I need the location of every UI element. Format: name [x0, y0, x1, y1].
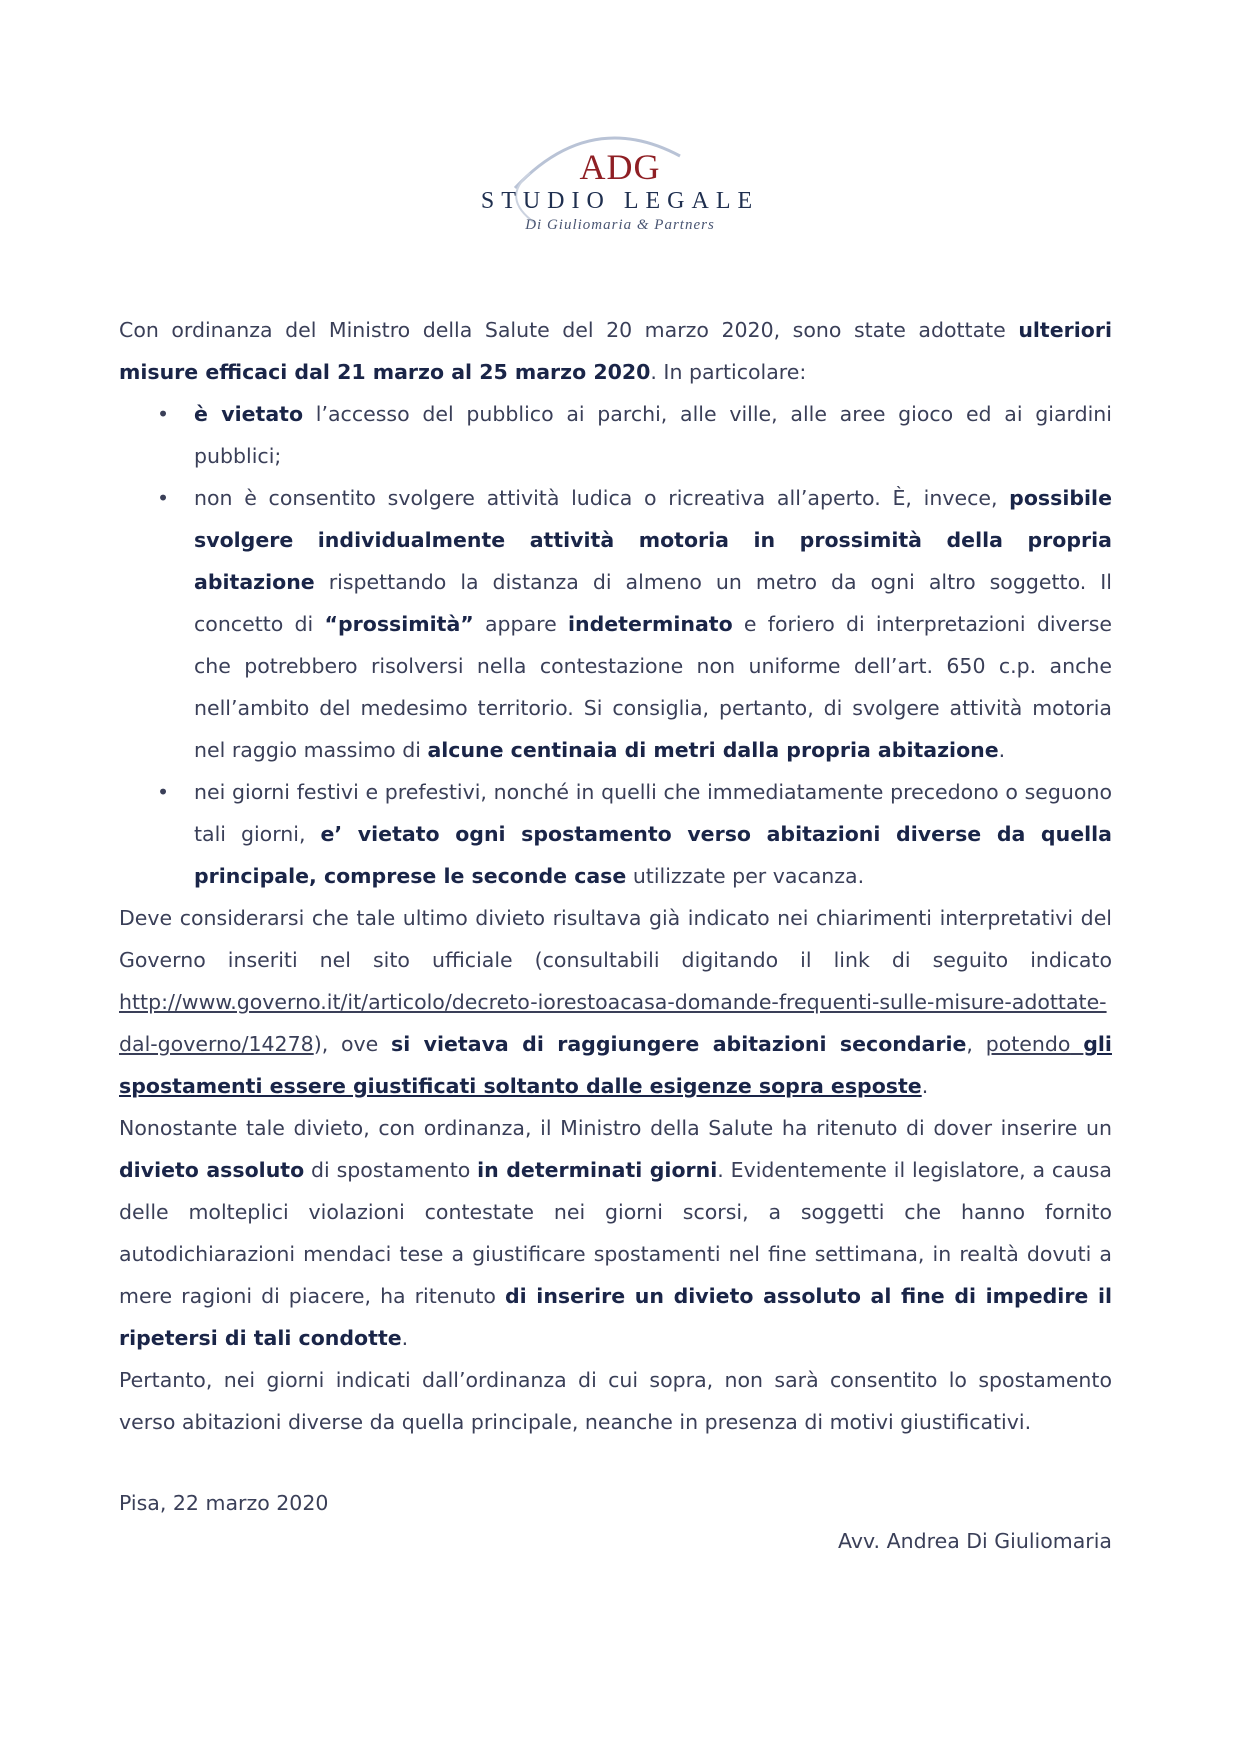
bullet-text: l’accesso del pubblico ai parchi, alle ville, alle aree gioco ed ai giardini pubblici; [194, 402, 1112, 468]
paragraph-text: Nonostante tale divieto, con ordinanza, il Ministro della Salute ha ritenuto di dover inserire un [119, 1116, 1112, 1140]
bullet-bold: “prossimità” [324, 612, 474, 636]
bullet-text: utilizzate per vacanza. [626, 864, 865, 888]
paragraph-bold: divieto assoluto [119, 1158, 305, 1182]
bullet-text: rispettando la distanza di almeno un metro da ogni altro soggetto. Il concetto di [194, 570, 1112, 636]
bullet-icon: • [157, 402, 170, 426]
bullet-bold: possibile svolgere individualmente attività motoria in prossimità della propria abitazione [194, 486, 1112, 594]
bullet-text: e foriero di interpretazioni diverse che potrebbero risolversi nella contestazione non uniforme dell’art. 650 c.p. anche nell’ambito del medesimo territorio. Si consiglia, pertanto, di svolgere attività motoria nel raggio massimo di [194, 612, 1112, 762]
bullet-text: nei giorni festivi e prefestivi, nonché in quelli che immediatamente precedono o seguono tali giorni, [194, 780, 1112, 846]
bullet-bold: e’ vietato ogni spostamento verso abitazioni diverse da quella principale, comprese le seconde case [194, 822, 1112, 888]
paragraph-text: . Evidentemente il legislatore, a causa delle molteplici violazioni contestate nei giorni scorsi, a soggetti che hanno fornito autodichiarazioni mendaci tese a giustificare spostamenti nel fine settimana, in realtà dovuti a mere ragioni di piacere, ha ritenuto [119, 1158, 1112, 1308]
signature: Avv. Andrea Di Giuliomaria [838, 1529, 1112, 1553]
list-item [119, 393, 1112, 477]
paragraph-text: . [921, 1074, 929, 1098]
paragraph-bold: di inserire un divieto assoluto al fine di impedire il ripetersi di tali condotte [119, 1284, 1112, 1350]
logo-monogram: ADG [579, 147, 661, 187]
bullet-icon: • [157, 780, 170, 804]
intro-paragraph [119, 309, 1112, 393]
bullet-icon: • [157, 486, 170, 510]
bullet-text: . [998, 738, 1006, 762]
intro-bold: ulteriori misure efficaci dal 21 marzo al 25 marzo 2020 [119, 318, 1112, 384]
list-item [119, 477, 1112, 771]
prohibition-paragraph [119, 1107, 1112, 1359]
underlined-space [1070, 1032, 1083, 1056]
bullet-bold: è vietato [194, 402, 304, 426]
measures-list [119, 393, 1112, 897]
bullet-text: non è consentito svolgere attività ludica o ricreativa all’aperto. È, invece, [194, 486, 1010, 510]
government-paragraph [119, 897, 1112, 1107]
list-item [119, 771, 1112, 897]
paragraph-text: ), ove [313, 1032, 392, 1056]
paragraph-bold: si vietava di raggiungere abitazioni secondarie [391, 1032, 967, 1056]
logo-name: STUDIO LEGALE [480, 188, 760, 214]
paragraph-text: di spostamento [304, 1158, 478, 1182]
studio-logo [440, 128, 800, 238]
paragraph-text: . [401, 1326, 409, 1350]
bullet-text: appare [473, 612, 568, 636]
underlined-text: potendo [985, 1032, 1071, 1056]
paragraph-text: , [966, 1032, 986, 1056]
intro-text: Con ordinanza del Ministro della Salute del 20 marzo 2020, sono state adottate [119, 318, 1019, 342]
paragraph-bold-underlined: gli spostamenti essere giustificati soltanto dalle esigenze sopra esposte [119, 1032, 1112, 1098]
bullet-bold: alcune centinaia di metri dalla propria abitazione [427, 738, 999, 762]
document-body [119, 309, 1112, 1443]
government-link[interactable]: http://www.governo.it/it/articolo/decreto-iorestoacasa-domande-frequenti-sulle-misure-adottate-dal-governo/14278 [119, 990, 1107, 1056]
place-date: Pisa, 22 marzo 2020 [119, 1491, 329, 1515]
logo-subtitle: Di Giuliomaria & Partners [525, 217, 715, 233]
conclusion-paragraph: Pertanto, nei giorni indicati dall’ordinanza di cui sopra, non sarà consentito lo spostamento verso abitazioni diverse da quella principale, neanche in presenza di motivi giustificativi. [119, 1368, 1112, 1434]
intro-text-end: . In particolare: [650, 360, 807, 384]
paragraph-bold: in determinati giorni [477, 1158, 718, 1182]
paragraph-text: Deve considerarsi che tale ultimo divieto risultava già indicato nei chiarimenti interpretativi del Governo inseriti nel sito ufficiale (consultabili digitando il link di seguito indicato [119, 906, 1112, 972]
bullet-bold: indeterminato [567, 612, 733, 636]
